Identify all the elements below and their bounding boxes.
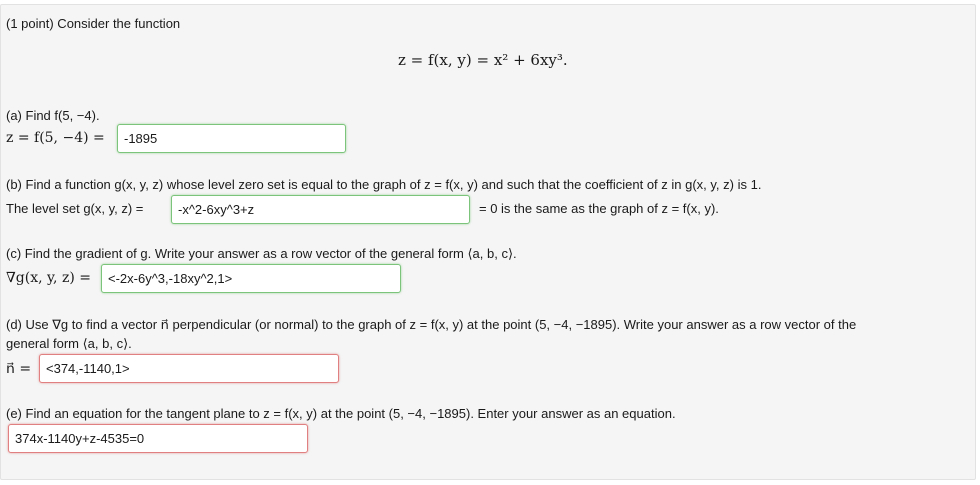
part-c-label: ∇g(x, y, z) = [6,270,91,286]
part-c-answer-field[interactable]: <-2x-6y^3,-18xy^2,1> [101,264,401,293]
part-e-answer-field[interactable]: 374x-1140y+z-4535=0 [8,424,308,453]
part-c-question: (c) Find the gradient of g. Write your answer as a row vector of the general form ⟨a, b, c⟩. [6,246,517,261]
function-formula: z = f(x, y) = x² + 6xy³. [398,51,568,69]
part-a-label: z = f(5, −4) = [6,130,105,146]
part-d-label: n⃗ = [6,361,32,377]
part-d-question-line2: general form ⟨a, b, c⟩. [6,336,132,351]
part-b-label: The level set g(x, y, z) = [6,201,144,216]
part-e-question: (e) Find an equation for the tangent plane to z = f(x, y) at the point (5, −4, −1895). Enter your answer as an equation. [6,406,676,421]
part-b-answer-field[interactable]: -x^2-6xy^3+z [171,195,470,224]
intro-text: (1 point) Consider the function [6,16,181,31]
part-d-question-line1: (d) Use ∇g to find a vector n⃗ perpendicular (or normal) to the graph of z = f(x, y) at the point (5, −4, −1895). Write your answer as a row vector of the [6,317,857,332]
part-d-answer-field[interactable]: <374,-1140,1> [39,354,339,383]
part-b-question: (b) Find a function g(x, y, z) whose level zero set is equal to the graph of z = f(x, y) and such that the coefficient of z in g(x, y, z) is 1. [6,177,762,192]
part-a-question: (a) Find f(5, −4). [6,108,100,123]
part-b-suffix: = 0 is the same as the graph of z = f(x, y). [479,201,719,216]
part-a-answer-field[interactable]: -1895 [117,124,346,153]
